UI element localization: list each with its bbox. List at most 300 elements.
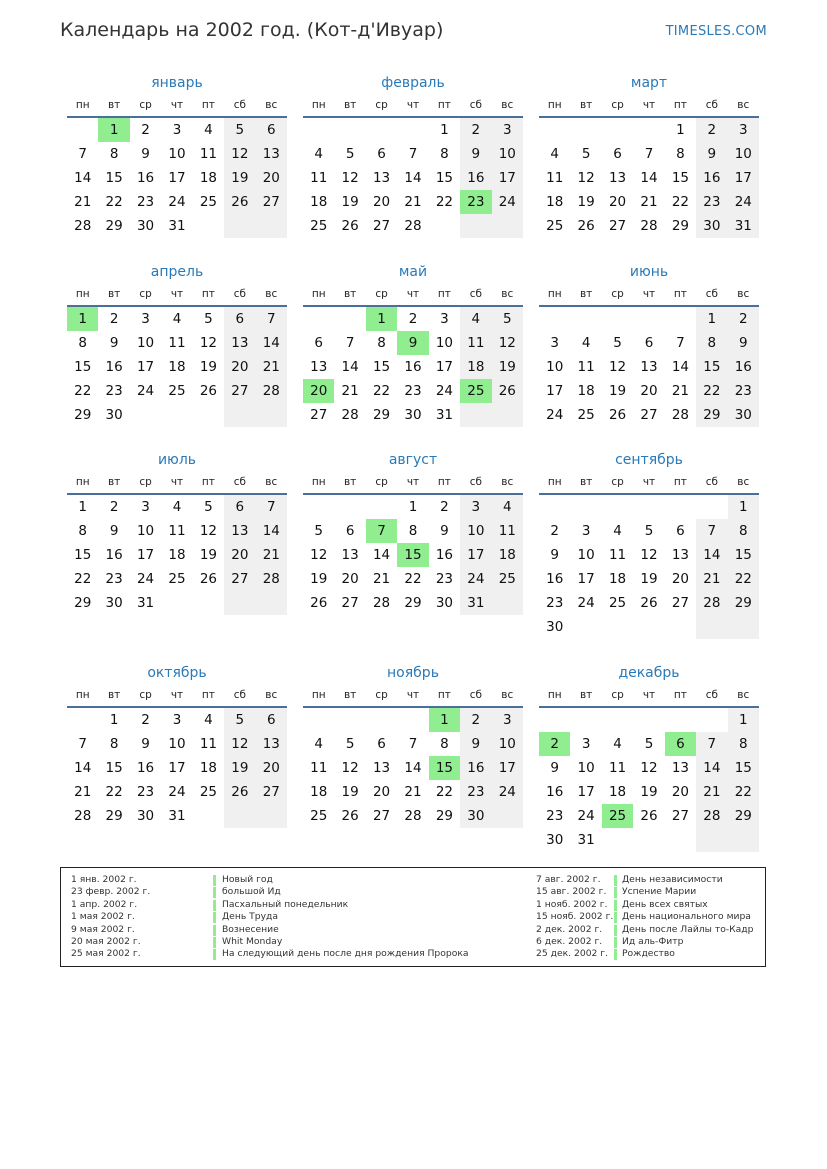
day-cell: 10 bbox=[168, 736, 186, 752]
empty-cell bbox=[665, 708, 696, 732]
day-cell: 19 bbox=[492, 355, 523, 379]
day-cell: 2 bbox=[539, 732, 570, 756]
day-cell: 31 bbox=[168, 808, 186, 824]
day-cell: 23 bbox=[696, 190, 727, 214]
day-cell: 18 bbox=[608, 571, 627, 587]
month-name: январь bbox=[151, 75, 203, 91]
holiday-date: 1 янв. 2002 г. bbox=[71, 874, 137, 885]
holiday-marker bbox=[213, 925, 216, 936]
weekday-label: пн bbox=[75, 288, 90, 300]
day-cell: 20 bbox=[640, 383, 658, 399]
day-cell: 1 bbox=[109, 712, 119, 728]
day-cell: 9 bbox=[696, 142, 727, 166]
day-cell: 1 bbox=[728, 708, 759, 732]
day-cell: 27 bbox=[372, 808, 391, 824]
empty-cell bbox=[696, 708, 727, 732]
day-cell: 8 bbox=[78, 523, 87, 539]
day-cell: 6 bbox=[676, 523, 685, 539]
day-cell: 2 bbox=[408, 311, 418, 327]
day-cell: 15 bbox=[105, 170, 123, 186]
day-grid bbox=[67, 118, 287, 238]
holiday-name: Ид аль-Фитр bbox=[622, 936, 684, 947]
day-cell: 8 bbox=[696, 331, 727, 355]
weekday-label: вт bbox=[343, 99, 357, 111]
day-cell: 24 bbox=[460, 567, 491, 591]
weekday-label: пт bbox=[673, 689, 687, 701]
empty-cell bbox=[570, 708, 601, 732]
day-cell: 4 bbox=[172, 499, 182, 515]
day-cell: 11 bbox=[168, 335, 186, 351]
day-grid bbox=[303, 495, 523, 615]
day-cell: 16 bbox=[546, 784, 564, 800]
weekday-label: пн bbox=[75, 476, 90, 488]
day-cell: 25 bbox=[199, 784, 218, 800]
month-name: ноябрь bbox=[387, 665, 439, 681]
day-cell: 8 bbox=[377, 335, 386, 351]
empty-cell bbox=[696, 828, 727, 852]
day-cell: 21 bbox=[404, 784, 422, 800]
weekday-label: пт bbox=[673, 99, 687, 111]
month-3 bbox=[539, 72, 759, 238]
weekday-label: пн bbox=[311, 476, 326, 488]
day-cell: 27 bbox=[608, 218, 627, 234]
day-cell: 22 bbox=[105, 194, 123, 210]
day-cell: 4 bbox=[550, 146, 559, 162]
day-cell: 19 bbox=[224, 756, 255, 780]
day-cell: 5 bbox=[314, 523, 323, 539]
holiday-date: 9 мая 2002 г. bbox=[71, 923, 135, 935]
holiday-marker bbox=[213, 875, 216, 886]
empty-cell bbox=[602, 708, 633, 732]
day-grid bbox=[67, 307, 287, 427]
day-cell: 14 bbox=[696, 756, 727, 780]
day-cell: 25 bbox=[492, 567, 523, 591]
month-12 bbox=[539, 662, 759, 852]
day-cell: 15 bbox=[696, 355, 727, 379]
empty-cell bbox=[256, 403, 287, 427]
day-cell: 13 bbox=[640, 359, 658, 375]
day-cell: 12 bbox=[224, 732, 255, 756]
empty-cell bbox=[397, 118, 428, 142]
day-cell: 17 bbox=[577, 784, 595, 800]
weekday-label: чт bbox=[170, 689, 184, 701]
day-cell: 1 bbox=[98, 118, 129, 142]
day-cell: 20 bbox=[256, 756, 287, 780]
day-cell: 19 bbox=[577, 194, 595, 210]
day-cell: 2 bbox=[460, 118, 491, 142]
weekday-label: пн bbox=[547, 99, 562, 111]
month-6 bbox=[539, 261, 759, 427]
day-cell: 9 bbox=[728, 331, 759, 355]
day-cell: 19 bbox=[341, 194, 359, 210]
day-cell: 21 bbox=[74, 784, 92, 800]
day-cell: 18 bbox=[168, 547, 186, 563]
weekday-label: чт bbox=[642, 476, 656, 488]
month-name: июль bbox=[157, 452, 197, 468]
day-cell: 2 bbox=[141, 122, 150, 138]
day-cell: 26 bbox=[199, 571, 218, 587]
day-cell: 21 bbox=[696, 780, 727, 804]
day-cell: 24 bbox=[136, 383, 155, 399]
day-cell: 3 bbox=[581, 523, 591, 539]
day-cell: 11 bbox=[168, 523, 186, 539]
holiday-name: Whit Monday bbox=[222, 936, 283, 947]
day-cell: 7 bbox=[676, 335, 685, 351]
weekday-label: сб bbox=[705, 99, 718, 111]
day-cell: 12 bbox=[199, 523, 218, 539]
day-cell: 27 bbox=[256, 190, 287, 214]
day-cell: 12 bbox=[341, 170, 359, 186]
day-cell: 25 bbox=[168, 571, 186, 587]
empty-cell bbox=[728, 828, 759, 852]
day-cell: 19 bbox=[310, 571, 328, 587]
day-cell: 20 bbox=[372, 194, 391, 210]
weekday-label: пт bbox=[201, 99, 215, 111]
day-cell: 11 bbox=[608, 547, 627, 563]
day-cell: 10 bbox=[136, 335, 155, 351]
day-cell: 21 bbox=[341, 383, 359, 399]
weekday-label: пт bbox=[437, 689, 451, 701]
weekday-label: сб bbox=[469, 99, 482, 111]
day-cell: 20 bbox=[608, 194, 627, 210]
day-cell: 9 bbox=[109, 335, 119, 351]
weekday-label: вт bbox=[579, 476, 593, 488]
day-cell: 14 bbox=[74, 760, 92, 776]
day-cell: 13 bbox=[671, 547, 690, 563]
day-cell: 20 bbox=[224, 355, 255, 379]
weekday-label: чт bbox=[170, 99, 184, 111]
empty-cell bbox=[397, 708, 428, 732]
day-cell: 11 bbox=[608, 760, 627, 776]
day-cell: 9 bbox=[460, 732, 491, 756]
weekday-label: ср bbox=[375, 476, 388, 488]
day-cell: 1 bbox=[78, 499, 87, 515]
day-cell: 29 bbox=[404, 595, 422, 611]
day-cell: 12 bbox=[224, 142, 255, 166]
day-cell: 29 bbox=[105, 808, 123, 824]
weekday-label: чт bbox=[642, 99, 656, 111]
day-cell: 29 bbox=[435, 808, 454, 824]
day-cell: 6 bbox=[314, 335, 323, 351]
day-cell: 1 bbox=[696, 307, 727, 331]
day-cell: 12 bbox=[640, 760, 658, 776]
empty-cell bbox=[161, 591, 192, 615]
day-cell: 17 bbox=[492, 756, 523, 780]
day-cell: 14 bbox=[256, 331, 287, 355]
empty-cell bbox=[602, 118, 633, 142]
holiday-marker bbox=[614, 937, 617, 948]
day-cell: 4 bbox=[460, 307, 491, 331]
day-cell: 9 bbox=[550, 547, 559, 563]
day-cell: 7 bbox=[256, 307, 287, 331]
empty-cell bbox=[539, 118, 570, 142]
empty-cell bbox=[602, 495, 633, 519]
day-cell: 2 bbox=[141, 712, 150, 728]
month-9 bbox=[539, 449, 759, 639]
day-cell: 19 bbox=[608, 383, 627, 399]
empty-cell bbox=[492, 804, 523, 828]
day-grid bbox=[303, 307, 523, 427]
day-cell: 11 bbox=[546, 170, 564, 186]
page-title: Календарь на 2002 год. (Кот-д'Ивуар) bbox=[60, 19, 444, 41]
month-name: февраль bbox=[381, 75, 445, 91]
day-cell: 21 bbox=[256, 355, 287, 379]
day-cell: 25 bbox=[310, 218, 328, 234]
holiday-name: День Труда bbox=[222, 911, 279, 923]
day-cell: 21 bbox=[404, 194, 422, 210]
weekday-label: чт bbox=[406, 288, 420, 300]
holiday-name: Новый год bbox=[222, 874, 273, 885]
day-cell: 26 bbox=[640, 808, 658, 824]
empty-cell bbox=[130, 403, 161, 427]
weekday-label: ср bbox=[139, 288, 152, 300]
month-8 bbox=[303, 449, 523, 615]
weekday-label: пт bbox=[673, 288, 687, 300]
day-cell: 5 bbox=[345, 146, 355, 162]
day-cell: 24 bbox=[492, 190, 523, 214]
day-cell: 28 bbox=[256, 379, 287, 403]
weekday-label: пн bbox=[547, 476, 562, 488]
day-cell: 13 bbox=[224, 519, 255, 543]
holiday-date: 15 нояб. 2002 г. bbox=[536, 911, 614, 923]
day-cell: 25 bbox=[310, 808, 328, 824]
day-cell: 19 bbox=[640, 571, 658, 587]
day-cell: 12 bbox=[492, 331, 523, 355]
day-cell: 15 bbox=[728, 756, 759, 780]
day-cell: 1 bbox=[429, 708, 460, 732]
day-cell: 10 bbox=[136, 523, 155, 539]
day-cell: 12 bbox=[341, 760, 359, 776]
weekday-label: вс bbox=[265, 689, 278, 701]
day-cell: 11 bbox=[460, 331, 491, 355]
day-cell: 6 bbox=[345, 523, 355, 539]
empty-cell bbox=[429, 214, 460, 238]
empty-cell bbox=[224, 214, 255, 238]
month-name: апрель bbox=[150, 264, 204, 280]
empty-cell bbox=[366, 495, 397, 519]
day-cell: 13 bbox=[372, 760, 391, 776]
day-cell: 2 bbox=[550, 523, 559, 539]
holiday-marker bbox=[213, 912, 216, 923]
day-cell: 11 bbox=[492, 519, 523, 543]
month-name: сентябрь bbox=[615, 452, 683, 468]
day-cell: 28 bbox=[74, 808, 92, 824]
weekday-label: вс bbox=[501, 99, 514, 111]
weekday-label: чт bbox=[642, 288, 656, 300]
day-cell: 15 bbox=[728, 543, 759, 567]
day-cell: 27 bbox=[341, 595, 359, 611]
site-link[interactable]: TIMESLES.COM bbox=[665, 24, 767, 39]
day-cell: 23 bbox=[435, 571, 454, 587]
empty-cell bbox=[570, 615, 601, 639]
day-cell: 25 bbox=[199, 194, 218, 210]
empty-cell bbox=[334, 708, 365, 732]
day-cell: 13 bbox=[671, 760, 690, 776]
day-cell: 28 bbox=[372, 595, 391, 611]
day-cell: 17 bbox=[728, 166, 759, 190]
day-cell: 9 bbox=[440, 523, 449, 539]
empty-cell bbox=[460, 214, 491, 238]
day-cell: 23 bbox=[728, 379, 759, 403]
day-cell: 1 bbox=[728, 495, 759, 519]
weekday-label: сб bbox=[705, 476, 718, 488]
empty-cell bbox=[539, 495, 570, 519]
day-cell: 25 bbox=[546, 218, 564, 234]
holiday-date: 25 дек. 2002 г. bbox=[536, 948, 609, 960]
day-cell: 22 bbox=[696, 379, 727, 403]
day-cell: 29 bbox=[728, 591, 759, 615]
day-cell: 23 bbox=[105, 571, 123, 587]
weekday-label: пт bbox=[201, 476, 215, 488]
day-cell: 26 bbox=[608, 407, 627, 423]
day-cell: 8 bbox=[728, 519, 759, 543]
day-cell: 5 bbox=[613, 335, 622, 351]
empty-cell bbox=[460, 403, 491, 427]
day-grid bbox=[539, 495, 759, 639]
empty-cell bbox=[256, 804, 287, 828]
day-cell: 6 bbox=[613, 146, 622, 162]
weekday-label: ср bbox=[611, 476, 624, 488]
day-cell: 10 bbox=[492, 732, 523, 756]
day-cell: 20 bbox=[303, 379, 334, 403]
holiday-date: 1 апр. 2002 г. bbox=[71, 898, 138, 910]
day-cell: 13 bbox=[256, 142, 287, 166]
day-cell: 24 bbox=[435, 383, 454, 399]
day-cell: 27 bbox=[224, 567, 255, 591]
day-cell: 23 bbox=[460, 780, 491, 804]
empty-cell bbox=[570, 495, 601, 519]
day-grid bbox=[539, 708, 759, 852]
empty-cell bbox=[193, 591, 224, 615]
day-cell: 21 bbox=[671, 383, 690, 399]
weekday-header bbox=[539, 684, 759, 708]
day-cell: 8 bbox=[109, 146, 119, 162]
day-cell: 7 bbox=[366, 519, 397, 543]
day-cell: 8 bbox=[78, 335, 87, 351]
weekday-label: пт bbox=[437, 99, 451, 111]
holiday-date: 15 авг. 2002 г. bbox=[536, 886, 607, 898]
weekday-label: пт bbox=[437, 476, 451, 488]
day-cell: 9 bbox=[397, 331, 428, 355]
day-cell: 18 bbox=[546, 194, 564, 210]
empty-cell bbox=[334, 118, 365, 142]
weekday-label: пт bbox=[437, 288, 451, 300]
holiday-name: День независимости bbox=[622, 874, 723, 885]
weekday-label: вс bbox=[501, 288, 514, 300]
holiday-marker bbox=[213, 937, 216, 948]
day-cell: 27 bbox=[372, 218, 391, 234]
empty-cell bbox=[366, 118, 397, 142]
empty-cell bbox=[633, 307, 664, 331]
day-cell: 27 bbox=[256, 780, 287, 804]
day-cell: 5 bbox=[204, 499, 213, 515]
day-cell: 20 bbox=[341, 571, 359, 587]
day-cell: 21 bbox=[640, 194, 658, 210]
day-cell: 2 bbox=[728, 307, 759, 331]
day-grid bbox=[539, 118, 759, 238]
day-cell: 10 bbox=[728, 142, 759, 166]
empty-cell bbox=[633, 828, 664, 852]
day-cell: 16 bbox=[728, 355, 759, 379]
day-cell: 5 bbox=[644, 736, 654, 752]
day-cell: 20 bbox=[256, 166, 287, 190]
day-cell: 3 bbox=[581, 736, 591, 752]
day-cell: 27 bbox=[671, 808, 690, 824]
day-cell: 2 bbox=[696, 118, 727, 142]
day-cell: 23 bbox=[546, 595, 564, 611]
weekday-header bbox=[67, 471, 287, 495]
weekday-label: вс bbox=[737, 689, 750, 701]
weekday-label: чт bbox=[170, 288, 184, 300]
holiday-date: 6 дек. 2002 г. bbox=[536, 936, 603, 947]
day-cell: 8 bbox=[109, 736, 119, 752]
day-cell: 31 bbox=[435, 407, 454, 423]
empty-cell bbox=[224, 591, 255, 615]
day-cell: 5 bbox=[644, 523, 654, 539]
day-cell: 13 bbox=[256, 732, 287, 756]
day-cell: 24 bbox=[492, 780, 523, 804]
day-cell: 10 bbox=[168, 146, 186, 162]
holiday-date: 20 мая 2002 г. bbox=[71, 936, 141, 947]
day-cell: 3 bbox=[141, 311, 150, 327]
day-cell: 17 bbox=[492, 166, 523, 190]
day-cell: 2 bbox=[109, 499, 119, 515]
day-cell: 21 bbox=[74, 194, 92, 210]
weekday-label: вт bbox=[107, 689, 121, 701]
day-cell: 23 bbox=[460, 190, 491, 214]
day-cell: 4 bbox=[613, 523, 622, 539]
day-cell: 24 bbox=[168, 784, 186, 800]
month-1 bbox=[67, 72, 287, 238]
empty-cell bbox=[334, 307, 365, 331]
day-cell: 18 bbox=[460, 355, 491, 379]
day-cell: 7 bbox=[256, 495, 287, 519]
holiday-name: На следующий день после дня рождения Пророка bbox=[222, 948, 469, 960]
day-cell: 15 bbox=[74, 359, 92, 375]
day-cell: 17 bbox=[577, 571, 595, 587]
day-cell: 5 bbox=[345, 736, 355, 752]
day-cell: 16 bbox=[404, 359, 422, 375]
day-cell: 26 bbox=[577, 218, 595, 234]
day-cell: 18 bbox=[199, 760, 218, 776]
day-cell: 30 bbox=[105, 407, 123, 423]
empty-cell bbox=[696, 615, 727, 639]
day-cell: 6 bbox=[256, 708, 287, 732]
weekday-label: вт bbox=[107, 288, 121, 300]
day-cell: 22 bbox=[404, 571, 422, 587]
day-cell: 31 bbox=[728, 214, 759, 238]
day-cell: 30 bbox=[136, 808, 155, 824]
empty-cell bbox=[256, 214, 287, 238]
weekday-label: вт bbox=[579, 689, 593, 701]
day-cell: 8 bbox=[440, 736, 449, 752]
day-cell: 13 bbox=[608, 170, 627, 186]
day-cell: 7 bbox=[345, 335, 355, 351]
weekday-label: сб bbox=[469, 476, 482, 488]
day-cell: 26 bbox=[224, 190, 255, 214]
day-cell: 15 bbox=[397, 543, 428, 567]
weekday-label: пт bbox=[673, 476, 687, 488]
day-cell: 7 bbox=[408, 736, 418, 752]
day-grid bbox=[303, 708, 523, 828]
holiday-name: День всех святых bbox=[622, 898, 708, 910]
day-cell: 23 bbox=[136, 194, 155, 210]
day-cell: 10 bbox=[546, 359, 564, 375]
day-cell: 15 bbox=[105, 760, 123, 776]
empty-cell bbox=[193, 804, 224, 828]
day-cell: 29 bbox=[696, 403, 727, 427]
weekday-label: ср bbox=[375, 689, 388, 701]
